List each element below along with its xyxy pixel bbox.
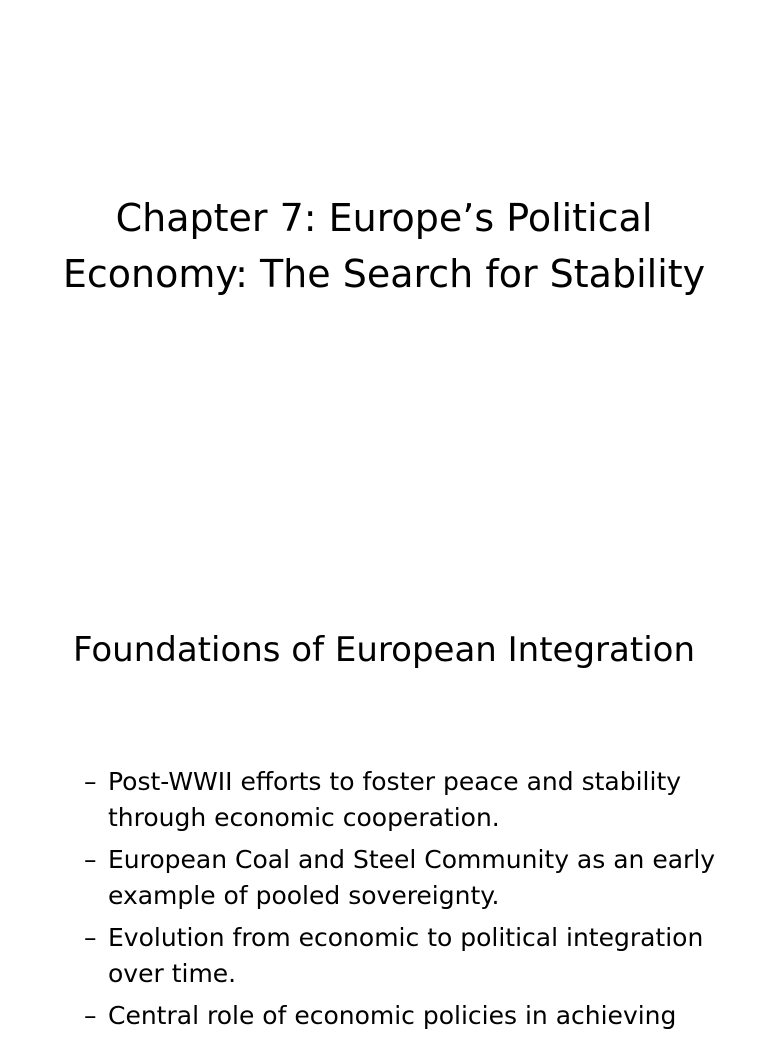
dash-bullet-icon: –	[84, 767, 97, 796]
bullet-item	[84, 842, 734, 914]
dash-bullet-icon: –	[84, 1001, 97, 1030]
dash-bullet-icon: –	[84, 845, 97, 874]
slide-title	[40, 190, 728, 302]
slide-title-line-1: Chapter 7: Europe’s Political	[115, 196, 653, 240]
slide-title-line-2: Economy: The Search for Stability	[62, 252, 706, 296]
bullet-list	[84, 764, 734, 1040]
bullet-text: Evolution from economic to political integration over time.	[108, 923, 704, 988]
dash-bullet-icon: –	[84, 923, 97, 952]
bullet-text: Central role of economic policies in achieving	[108, 1001, 677, 1030]
section-heading: Foundations of European Integration	[73, 630, 695, 670]
bullet-text: European Coal and Steel Community as an early example of pooled sovereignty.	[108, 845, 716, 910]
bullet-item	[84, 920, 734, 992]
bullet-item	[84, 764, 734, 836]
bullet-text: Post-WWII efforts to foster peace and stability through economic cooperation.	[108, 767, 682, 832]
bullet-item	[84, 998, 734, 1034]
